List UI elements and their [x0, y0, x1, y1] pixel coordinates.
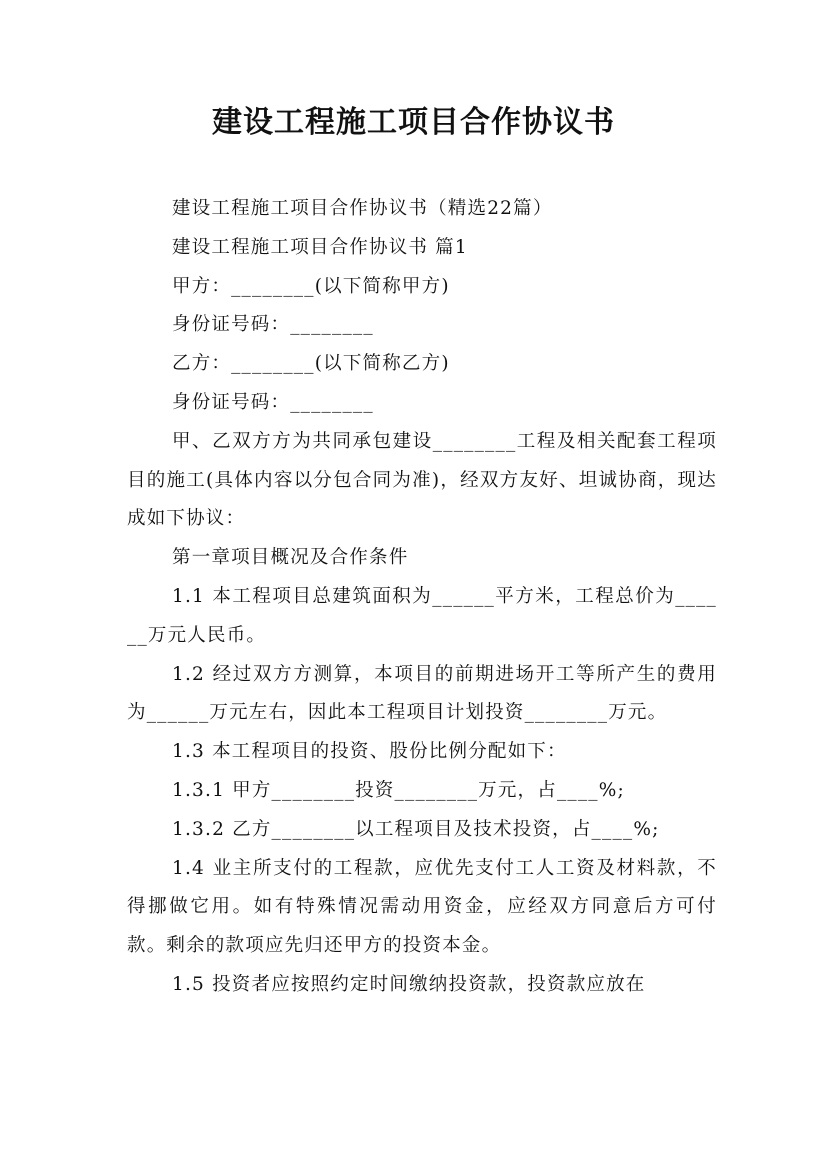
paragraph-clause-1-5: 1.5 投资者应按照约定时间缴纳投资款，投资款应放在: [172, 973, 646, 995]
paragraph-subtitle: 建设工程施工项目合作协议书（精选22篇）: [172, 198, 553, 219]
paragraph-preamble: 甲、乙双方方为共同承包建设________工程及相关配套工程项目的施工(具体内容以分包合同为准)，经双方友好、坦诚协商，现达成如下协议：: [127, 430, 717, 530]
paragraph-chapter-heading: 建设工程施工项目合作协议书 篇1: [172, 236, 468, 258]
paragraph-section-heading: 第一章项目概况及合作条件: [172, 547, 409, 569]
document-title: 建设工程施工项目合作协议书: [212, 105, 615, 140]
paragraph-clause-1-2: 1.2 经过双方方测算，本项目的前期进场开工等所产生的费用为______万元左右，因此本工程项目计划投资________万元。: [127, 663, 717, 724]
paragraph-clause-1-4: 1.4 业主所支付的工程款，应优先支付工人工资及材料款，不得挪做它用。如有特殊情况需动用资金，应经双方同意后方可付款。剩余的款项应先归还甲方的投资本金。: [127, 857, 717, 957]
paragraph-party-a: 甲方：________(以下简称甲方): [172, 275, 450, 297]
paragraph-clause-1-3-2: 1.3.2 乙方________以工程项目及技术投资，占____%;: [172, 818, 660, 840]
paragraph-party-a-id: 身份证号码：________: [172, 314, 374, 336]
document-body: [127, 190, 717, 1005]
paragraph-party-b-id: 身份证号码：________: [172, 391, 374, 413]
paragraph-clause-1-3: 1.3 本工程项目的投资、股份比例分配如下：: [172, 741, 567, 763]
paragraph-clause-1-3-1: 1.3.1 甲方________投资________万元，占____%;: [172, 779, 625, 801]
paragraph-party-b: 乙方：________(以下简称乙方): [172, 353, 450, 375]
paragraph-clause-1-1: 1.1 本工程项目总建筑面积为______平方米，工程总价为______万元人民币。: [127, 585, 717, 646]
